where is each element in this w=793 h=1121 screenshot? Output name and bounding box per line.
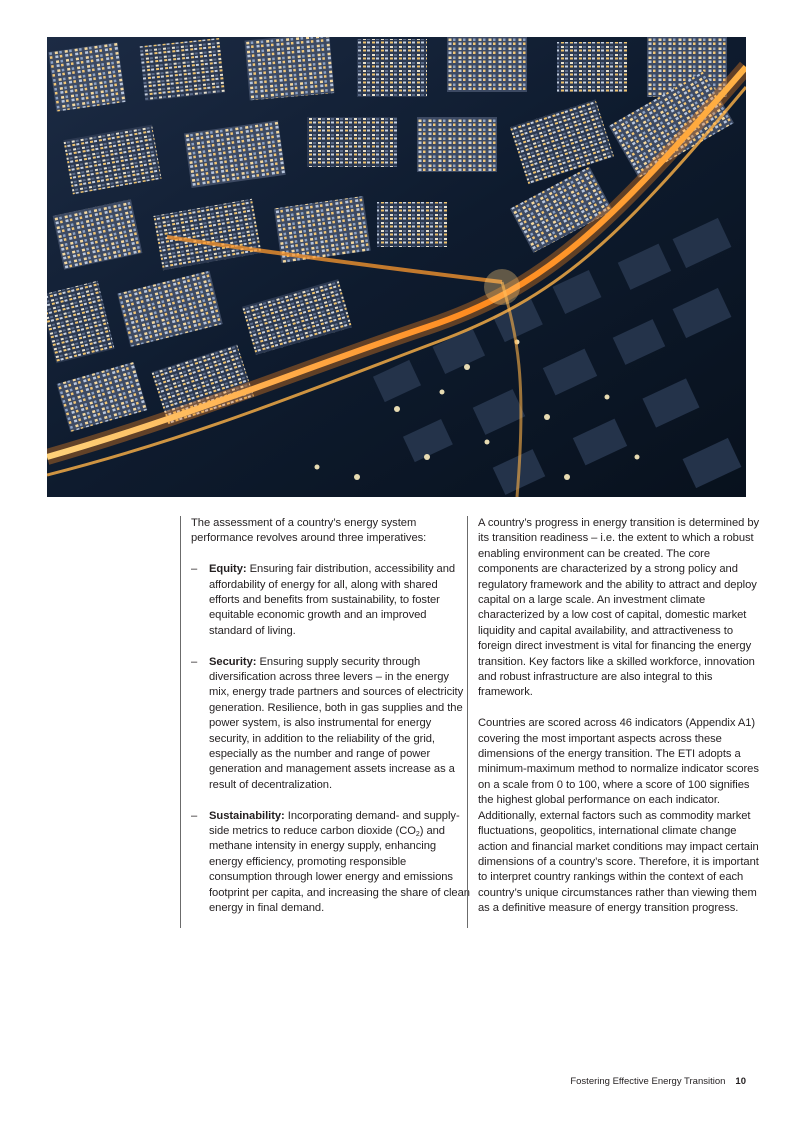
hero-photo [47, 37, 746, 497]
dash-marker: – [191, 809, 198, 822]
dash-marker: – [191, 563, 198, 576]
readiness-paragraph: A country’s progress in energy transition is determined by its transition readiness – i.e. the extent to which a robust enabling environment can be created. The core components are characterized by a strong policy and regulatory framework and the ability to attract and deploy capital on a large scale. An investment climate characterized by a low cost of capital, domestic market liquidity and capital availability, and attractiveness to foreign direct investment is vital for financing the energy transition. Key factors like a skilled workforce, innovation and robust infrastructure are also integral to this framework. [478, 517, 760, 699]
bullet-text: Ensuring supply security through diversification across three levers – in the energy mix, energy trade partners and sources of electricity generation. Resilience, both in gas supplies and the power system, is also instrumental for energy security, in addition to the reliability of the grid, especially as the number and range of power generation and management assets increase as a result of decentralization. [209, 655, 464, 791]
imperatives-list [191, 562, 471, 916]
bullet-title: Equity: [209, 563, 247, 576]
list-item-sustainability [191, 809, 471, 917]
list-item-security [191, 655, 471, 794]
footer-title: Fostering Effective Energy Transition [570, 1076, 726, 1087]
city-night-illustration [47, 37, 746, 497]
scoring-paragraph: Countries are scored across 46 indicators (Appendix A1) covering the most important aspects across these dimensions of the energy transition. The ETI adopts a minimum-maximum method to normalize indicator scores on a scale from 0 to 100, where a score of 100 signifies the highest global performance on each indicator. Additionally, external factors such as commodity market fluctuations, geopolitics, international climate change action and financial market conditions may impact certain dimensions of a country’s score. Therefore, it is important to interpret country rankings within the context of each country’s unique circumstances rather than viewing them as a definitive measure of energy transition progress. [478, 717, 759, 915]
left-column [180, 516, 471, 928]
intro-paragraph: The assessment of a country’s energy system performance revolves around three imperatives: [191, 517, 427, 545]
right-column [467, 516, 763, 928]
page-number: 10 [735, 1076, 746, 1087]
bullet-title: Security: [209, 655, 257, 668]
bullet-text: Incorporating demand- and supply-side metrics to reduce carbon dioxide (CO [209, 809, 460, 838]
bullet-text: Ensuring fair distribution, accessibility and affordability of energy for all, along with shared efforts and benefits from sustainability, to foster equitable economic growth and an improved standard of living. [209, 563, 456, 637]
subscript: 2 [415, 831, 420, 839]
page-footer [570, 1076, 746, 1087]
dash-marker: – [191, 655, 198, 668]
list-item-equity [191, 562, 471, 639]
bullet-title: Sustainability: [209, 809, 285, 822]
bullet-text-cont: ) and methane intensity in energy supply, enhancing energy efficiency, promoting responsible consumption through lower energy and emissions footprint per capita, and increasing the share of clean energy in final demand. [209, 825, 470, 915]
